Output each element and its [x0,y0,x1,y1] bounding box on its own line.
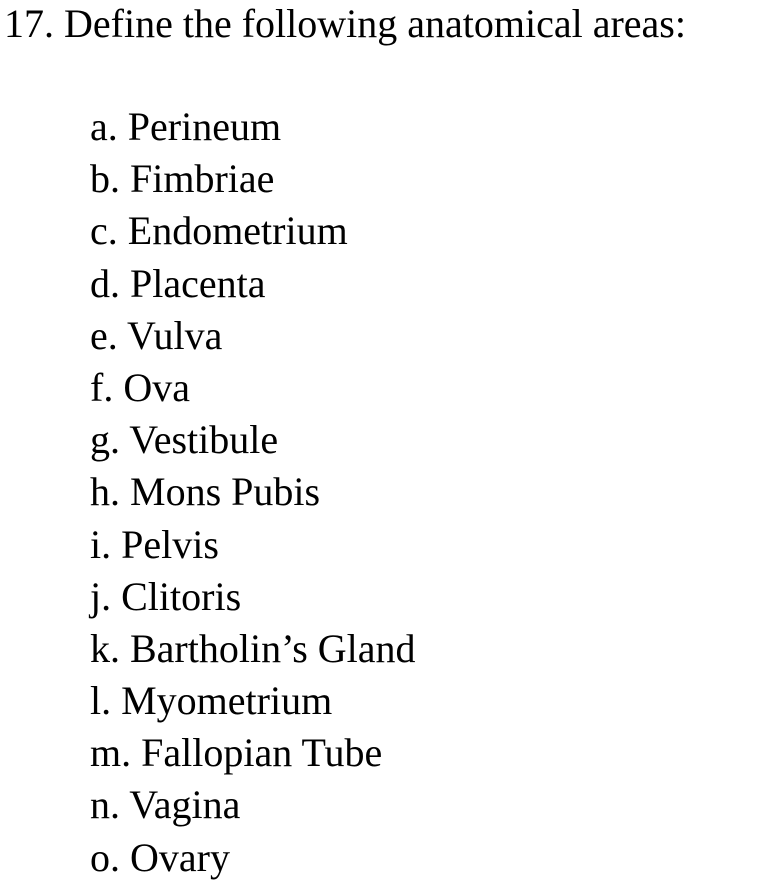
term-item: a. Perineum [90,104,282,149]
term-item: b. Fimbriae [90,156,275,202]
term-item: k. Bartholin’s Gland [90,625,416,671]
term-item: f. Ova [90,364,190,410]
term-item: m. Fallopian Tube [90,730,383,776]
term-item: g. Vestibule [90,417,279,463]
term-item: e. Vulva [90,312,223,358]
question-heading: 17. Define the following anatomical areas: [4,1,686,46]
term-item: o. Ovary [90,834,230,880]
term-item: l. Myometrium [90,678,333,724]
term-item: h. Mons Pubis [90,469,321,515]
term-item: d. Placenta [90,260,266,306]
term-item: c. Endometrium [90,208,348,254]
term-item: n. Vagina [90,782,241,828]
term-item: j. Clitoris [90,573,242,619]
anatomical-term-list [90,101,416,884]
term-item: i. Pelvis [90,521,219,567]
